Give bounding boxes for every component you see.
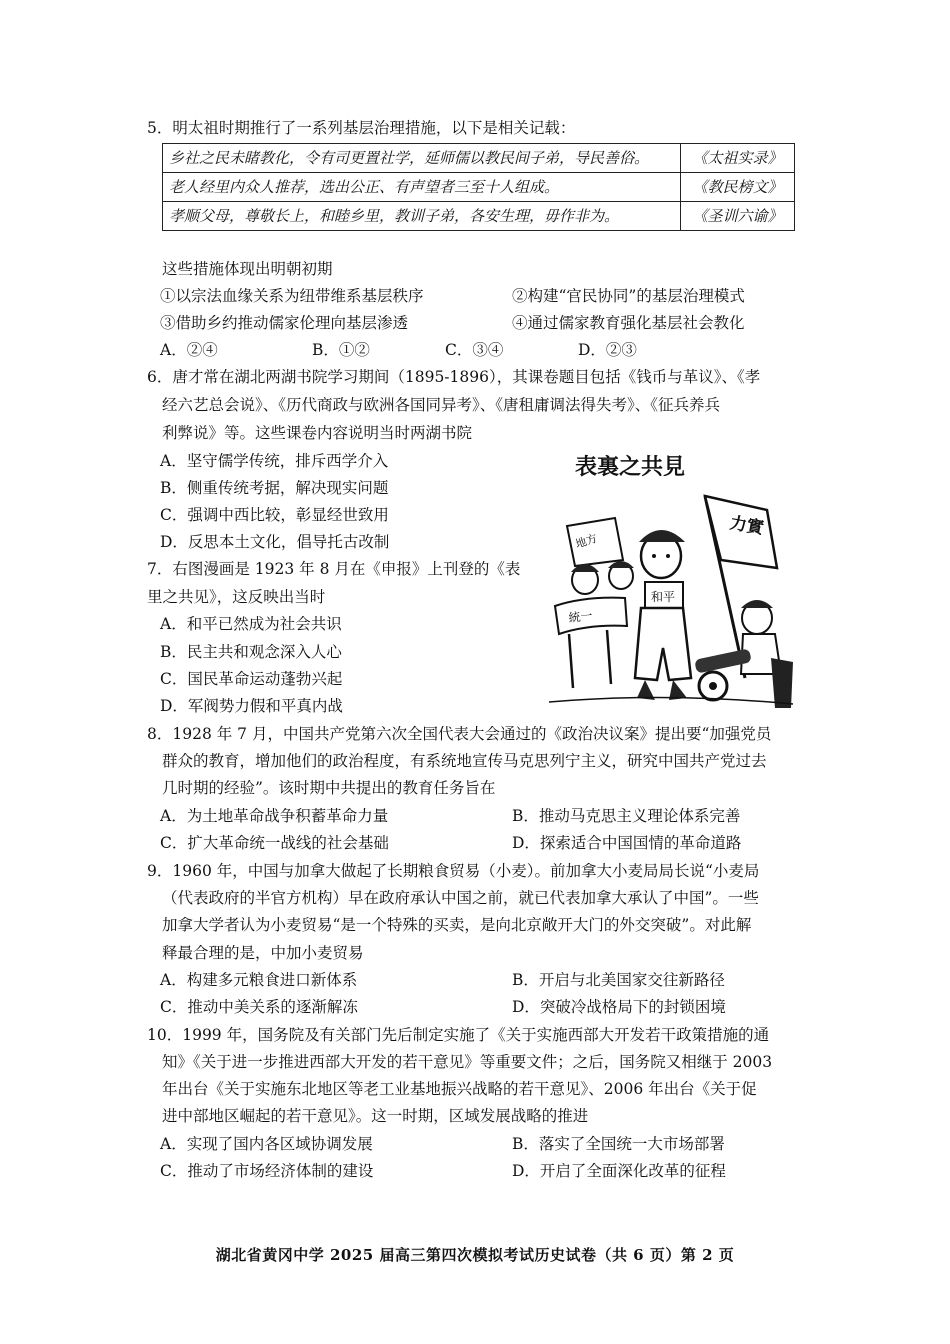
q8-option-a[interactable]: A．为土地革命战争积蓄革命力量 [160,807,389,825]
q6-option-d[interactable]: D．反思本土文化，倡导托古改制 [160,533,390,551]
q7-option-b[interactable]: B．民主共和观念深入人心 [160,643,342,661]
table-row [163,144,795,173]
cartoon-illustration [545,448,797,714]
q5-record-text: 乡社之民未睹教化，令有司更置社学，延师儒以教民间子弟，导民善俗。 [163,144,681,173]
q8-stem-line: 8．1928 年 7 月，中国共产党第六次全国代表大会通过的《政治决议案》提出要“加强党员 [147,725,772,743]
q6-option-c[interactable]: C．强调中西比较，彰显经世致用 [160,506,389,524]
q10-option-c[interactable]: C．推动了市场经济体制的建设 [160,1162,374,1180]
q7-option-a[interactable]: A．和平已然成为社会共识 [160,615,342,633]
q6-stem-line: 6．唐才常在湖北两湖书院学习期间（1895-1896），其课卷题目包括《钱币与革议》、《孝 [147,368,761,386]
q6-option-b[interactable]: B．侧重传统考据，解决现实问题 [160,479,389,497]
q5-item-2: ②构建“官民协同”的基层治理模式 [512,287,745,305]
table-row [163,202,795,231]
cartoon-sign-left: 地方 [573,531,599,551]
q8-stem-line: 群众的教育，增加他们的政治程度，有系统地宣传马克思列宁主义，研究中国共产党过去 [162,752,767,770]
q9-option-b[interactable]: B．开启与北美国家交往新路径 [512,971,725,989]
q10-stem-line: 进中部地区崛起的若干意见》。这一时期，区域发展战略的推进 [162,1107,589,1125]
q9-stem-line: 释最合理的是，中加小麦贸易 [162,944,364,962]
q10-option-b[interactable]: B．落实了全国统一大市场部署 [512,1135,725,1153]
q5-item-3: ③借助乡约推动儒家伦理向基层渗透 [160,314,409,332]
q6-stem-line: 利弊说》等。这些课卷内容说明当时两湖书院 [162,424,473,442]
page-footer: 湖北省黄冈中学 2025 届高三第四次模拟考试历史试卷（共 6 页）第 2 页 [215,1246,735,1264]
q5-option-b[interactable]: B．①② [312,341,370,359]
cartoon-title: 表裏之共見 [575,454,686,480]
q8-stem-line: 几时期的经验”。该时期中共提出的教育任务旨在 [162,779,496,797]
q9-option-d[interactable]: D．突破冷战格局下的封锁困境 [512,998,726,1016]
q5-record-text: 孝顺父母，尊敬长上，和睦乡里，教训子弟，各安生理，毋作非为。 [163,202,681,231]
q9-option-a[interactable]: A．构建多元粮食进口新体系 [160,971,358,989]
q10-stem-line: 知》《关于进一步推进西部大开发的若干意见》等重要文件；之后，国务院又相继于 2003 [162,1053,773,1071]
q6-option-a[interactable]: A．坚守儒学传统，排斥西学介入 [160,452,389,470]
q6-stem-line: 经六艺总会说》、《历代商政与欧洲各国同异考》、《唐租庸调法得失考》、《征兵养兵 [162,396,721,414]
q9-stem-line: 9．1960 年，中国与加拿大做起了长期粮食贸易（小麦）。前加拿大小麦局局长说“小麦局 [147,862,760,880]
q5-option-a[interactable]: A．②④ [160,341,218,359]
q7-stem-line: 7．右图漫画是 1923 年 8 月在《申报》上刊登的《表 [147,560,521,578]
q9-stem-line: （代表政府的半官方机构）早在政府承认中国之前，就已代表加拿大承认了中国”。一些 [162,889,759,907]
q5-record-source: 《圣训六谕》 [681,202,795,231]
q5-item-1: ①以宗法血缘关系为纽带维系基层秩序 [160,287,424,305]
q9-stem-line: 加拿大学者认为小麦贸易“是一个特殊的买卖，是向北京敞开大门的外交突破”。对此解 [162,916,752,934]
q10-option-a[interactable]: A．实现了国内各区域协调发展 [160,1135,373,1153]
cartoon-flag-text: 力實 [728,513,766,539]
q10-stem-line: 10．1999 年，国务院及有关部门先后制定实施了《关于实施西部大开发若干政策措施的通 [147,1026,770,1044]
q5-record-source: 《太祖实录》 [681,144,795,173]
q9-option-c[interactable]: C．推动中美关系的逐渐解冻 [160,998,358,1016]
q5-option-c[interactable]: C．③④ [445,341,504,359]
q10-stem-line: 年出台《关于实施东北地区等老工业基地振兴战略的若干意见》、2006 年出台《关于促 [162,1080,757,1098]
cartoon-banner-left: 統一 [567,608,594,625]
cartoon-sign-center: 和平 [651,590,676,604]
q5-record-source: 《教民榜文》 [681,173,795,202]
q5-record-text: 老人经里内众人推荐，选出公正、有声望者三至十人组成。 [163,173,681,202]
q7-stem-line: 里之共见》，这反映出当时 [147,588,326,606]
q8-option-b[interactable]: B．推动马克思主义理论体系完善 [512,807,741,825]
q5-stem: 5．明太祖时期推行了一系列基层治理措施，以下是相关记载： [147,119,576,137]
q5-source-table [162,143,795,231]
q10-option-d[interactable]: D．开启了全面深化改革的征程 [512,1162,726,1180]
q8-option-c[interactable]: C．扩大革命统一战线的社会基础 [160,834,389,852]
q5-question: 这些措施体现出明朝初期 [162,260,333,278]
q7-option-c[interactable]: C．国民革命运动蓬勃兴起 [160,670,343,688]
q5-option-d[interactable]: D．②③ [578,341,637,359]
q8-option-d[interactable]: D．探索适合中国国情的革命道路 [512,834,742,852]
table-row [163,173,795,202]
q7-option-d[interactable]: D．军阀势力假和平真内战 [160,697,343,715]
q5-item-4: ④通过儒家教育强化基层社会教化 [512,314,745,332]
